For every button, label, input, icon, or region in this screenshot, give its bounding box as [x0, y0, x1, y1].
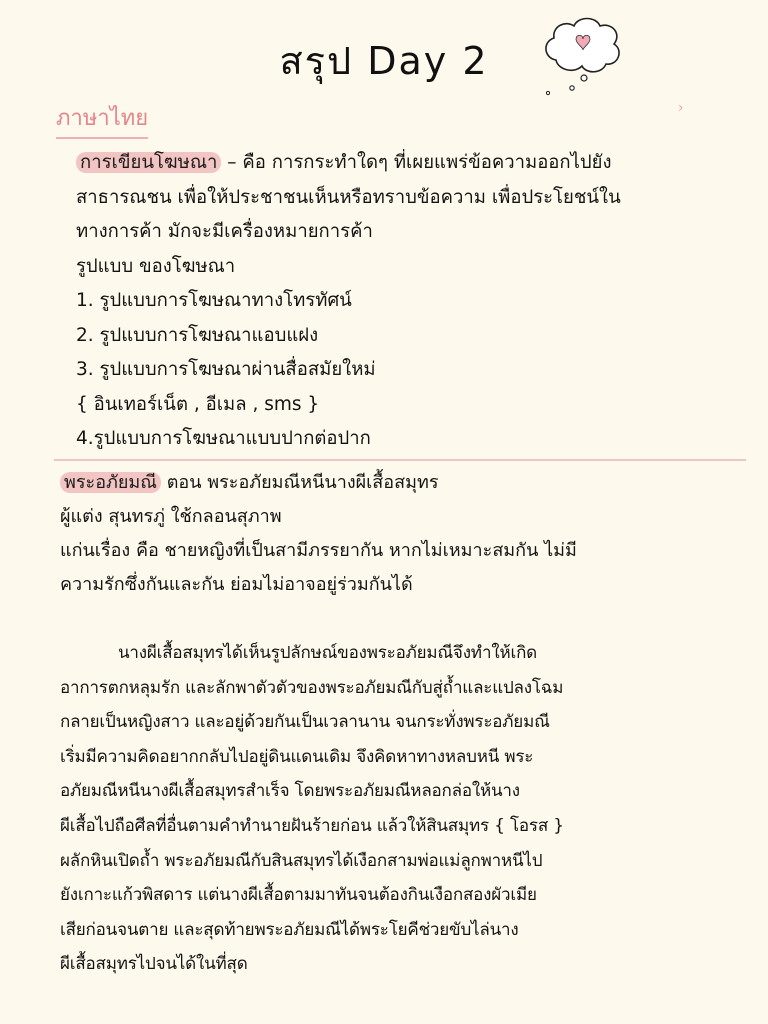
paragraph-line: เริ่มมีความคิดอยากกลับไปอยู่ดินแดนเดิม จึงคิดหาทางหลบหนี พระ: [60, 746, 534, 767]
highlighted-term: การเขียนโฆษณา: [76, 152, 221, 173]
list-item: { อินเทอร์เน็ต , อีเมล , sms }: [76, 393, 320, 415]
paragraph-line: กลายเป็นหญิงสาว และอยู่ด้วยกันเป็นเวลานาน จนกระทั่งพระอภัยมณี: [60, 712, 550, 733]
text-line: ผู้แต่ง สุนทรภู่ ใช้กลอนสุภาพ: [60, 506, 282, 527]
paragraph-line: ยังเกาะแก้วพิสดาร แต่นางผีเสื้อตามมาทันจนต้องกินเงือกสองผัวเมีย: [60, 885, 537, 906]
text-line: แก่นเรื่อง คือ ชายหญิงที่เป็นสามีภรรยากัน หากไม่เหมาะสมกัน ไม่มี: [60, 540, 577, 561]
highlighted-term: พระอภัยมณี: [60, 472, 161, 493]
story-summary: [60, 636, 750, 982]
definition-line: [76, 146, 736, 181]
definition-text: – คือ การกระทำใดๆ ที่เผยแพร่ข้อความออกไปยัง: [221, 152, 612, 173]
text-line: ทางการค้า มักจะมีเครื่องหมายการค้า: [76, 221, 373, 242]
subject-heading: ภาษาไทย: [56, 100, 148, 139]
heart-cloud-icon: [538, 8, 628, 98]
story-title-text: ตอน พระอภัยมณีหนีนางผีเสื้อสมุทร: [161, 472, 439, 493]
text-line: สาธารณชน เพื่อให้ประชาชนเห็นหรือทราบข้อความ เพื่อประโยชน์ใน: [76, 186, 621, 208]
paragraph-line: อาการตกหลุมรัก และลักพาตัวตัวของพระอภัยมณีกับสู่ถ้ำและแปลงโฉม: [60, 677, 564, 698]
list-item: 2. รูปแบบการโฆษณาแอบแฝง: [76, 324, 319, 346]
section-divider: [54, 459, 746, 461]
text-line: ความรักซึ่งกันและกัน ย่อมไม่อาจอยู่ร่วมกันได้: [60, 574, 413, 595]
section-phra-aphai-mani: [60, 466, 750, 602]
list-item: 3. รูปแบบการโฆษณาผ่านสื่อสมัยใหม่: [76, 359, 376, 380]
story-title-line: [60, 466, 750, 500]
text-line: รูปแบบ ของโฆษณา: [76, 255, 236, 277]
decorative-mark: ›: [678, 100, 684, 116]
list-item: 4.รูปแบบการโฆษณาแบบปากต่อปาก: [76, 428, 371, 449]
paragraph-line: เสียก่อนจนตาย และสุดท้ายพระอภัยมณีได้พระโยคีช่วยขับไล่นาง: [60, 919, 519, 940]
section-advertising: [76, 146, 736, 457]
paragraph-line: อภัยมณีหนีนางผีเสื้อสมุทรสำเร็จ โดยพระอภัยมณีหลอกล่อให้นาง: [60, 781, 520, 802]
list-item: 1. รูปแบบการโฆษณาทางโทรทัศน์: [76, 290, 352, 311]
page-title: สรุป Day 2: [279, 39, 489, 83]
paragraph-line: ผีเสื้อไปถือศีลที่อื่นตามคำทำนายฝันร้ายก่อน แล้วให้สินสมุทร { โอรส }: [60, 815, 564, 836]
paragraph-line: นางผีเสื้อสมุทรได้เห็นรูปลักษณ์ของพระอภัยมณีจึงทำให้เกิด: [118, 643, 537, 663]
paragraph-line: ผลักหินเปิดถ้ำ พระอภัยมณีกับสินสมุทรได้เงือกสามพ่อแม่ลูกพาหนีไป: [60, 850, 543, 871]
paragraph-line: ผีเสื้อสมุทรไปจนได้ในที่สุด: [60, 954, 248, 975]
